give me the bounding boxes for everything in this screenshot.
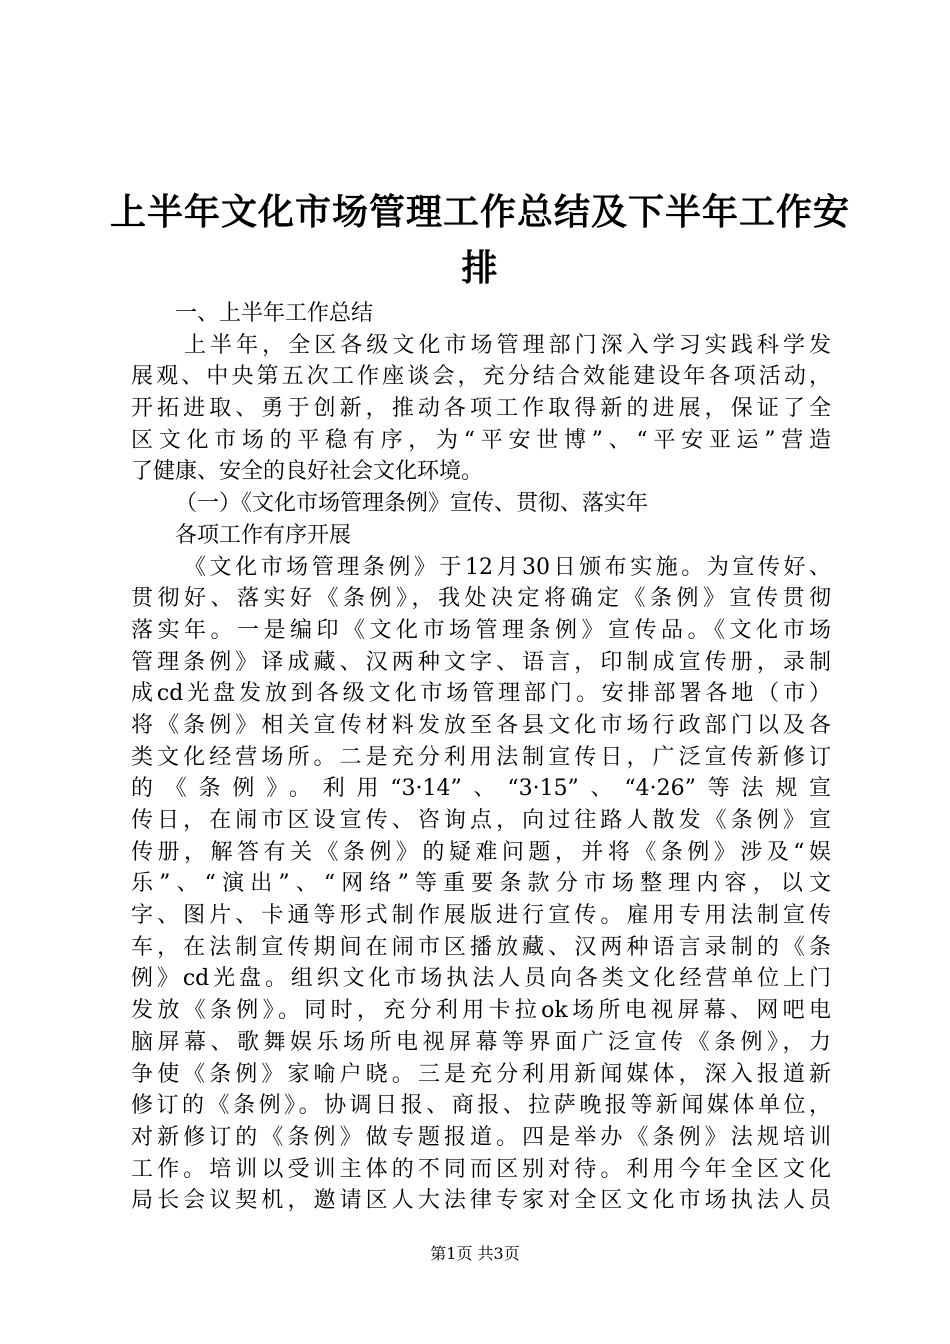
paragraph-line: 修订的《条例》。协调日报、商报、拉萨晚报等新闻媒体单位， — [131, 1093, 831, 1119]
paragraph-line: 将《条例》相关宣传材料发放至各县文化市场行政部门以及各 — [131, 712, 831, 738]
section-heading: 一、上半年工作总结 — [175, 301, 374, 326]
paragraph-line: 争使《条例》家喻户晓。三是充分利用新闻媒体，深入报道新 — [131, 1061, 831, 1087]
paragraph-line: 传册，解答有关《条例》的疑难问题，并将《条例》涉及“娱 — [131, 839, 831, 865]
paragraph-line: 区文化市场的平稳有序，为“平安世博”、“平安亚运”营造 — [131, 427, 831, 453]
paragraph-line: 成cd光盘发放到各级文化市场管理部门。安排部署各地（市） — [131, 681, 832, 707]
paragraph-line: 落实年。一是编印《文化市场管理条例》宣传品。《文化市场 — [131, 617, 831, 643]
paragraph-line: 上半年，全区各级文化市场管理部门深入学习实践科学发 — [184, 332, 831, 358]
paragraph-line: 局长会议契机，邀请区人大法律专家对全区文化市场执法人员 — [131, 1188, 831, 1214]
subsection-heading: （一）《文化市场管理条例》宣传、贯彻、落实年 — [175, 491, 649, 517]
paragraph-line: 乐”、“演出”、“网络”等重要条款分市场整理内容，以文 — [131, 871, 831, 897]
document-title-line-1: 上半年文化市场管理工作总结及下半年工作安 — [110, 191, 851, 233]
paragraph-line: 工作。培训以受训主体的不同而区别对待。利用今年全区文化 — [131, 1156, 831, 1182]
paragraph-line: 脑屏幕、歌舞娱乐场所电视屏幕等界面广泛宣传《条例》，力 — [131, 1029, 831, 1055]
paragraph-line: 开拓进取、勇于创新，推动各项工作取得新的进展，保证了全 — [131, 396, 831, 422]
paragraph-line: 的《条例》。利用“3·14”、“3·15”、“4·26”等法规宣 — [131, 776, 831, 802]
paragraph-line: 例》cd光盘。组织文化市场执法人员向各类文化经营单位上门 — [131, 966, 831, 992]
paragraph-line: 贯彻好、落实好《条例》，我处决定将确定《条例》宣传贯彻 — [131, 586, 831, 612]
document-body — [131, 298, 831, 1217]
paragraph-line: 传日，在闹市区设宣传、咨询点，向过往路人散发《条例》宣 — [131, 808, 831, 833]
paragraph-line: 对新修订的《条例》做专题报道。四是举办《条例》法规培训 — [131, 1124, 831, 1150]
page-number-footer: 第1页 共3页 — [430, 1244, 520, 1263]
paragraph-line: 类文化经营场所。二是充分利用法制宣传日，广泛宣传新修订 — [131, 744, 831, 770]
paragraph-line: 车，在法制宣传期间在闹市区播放藏、汉两种语言录制的《条 — [131, 934, 831, 960]
paragraph-line: 展观、中央第五次工作座谈会，充分结合效能建设年各项活动， — [131, 364, 831, 390]
paragraph-line: 《文化市场管理条例》于12月30日颁布实施。为宣传好、 — [184, 554, 831, 580]
paragraph-line: 发放《条例》。同时，充分利用卡拉ok场所电视屏幕、网吧电 — [131, 998, 831, 1024]
subsection-heading-continued: 各项工作有序开展 — [175, 522, 352, 548]
document-title-line-2: 排 — [461, 247, 499, 289]
paragraph-line: 管理条例》译成藏、汉两种文字、语言，印制成宣传册，录制 — [131, 649, 831, 675]
paragraph-line: 字、图片、卡通等形式制作展版进行宣传。雇用专用法制宣传 — [131, 903, 831, 929]
paragraph-line: 了健康、安全的良好社会文化环境。 — [131, 459, 484, 485]
